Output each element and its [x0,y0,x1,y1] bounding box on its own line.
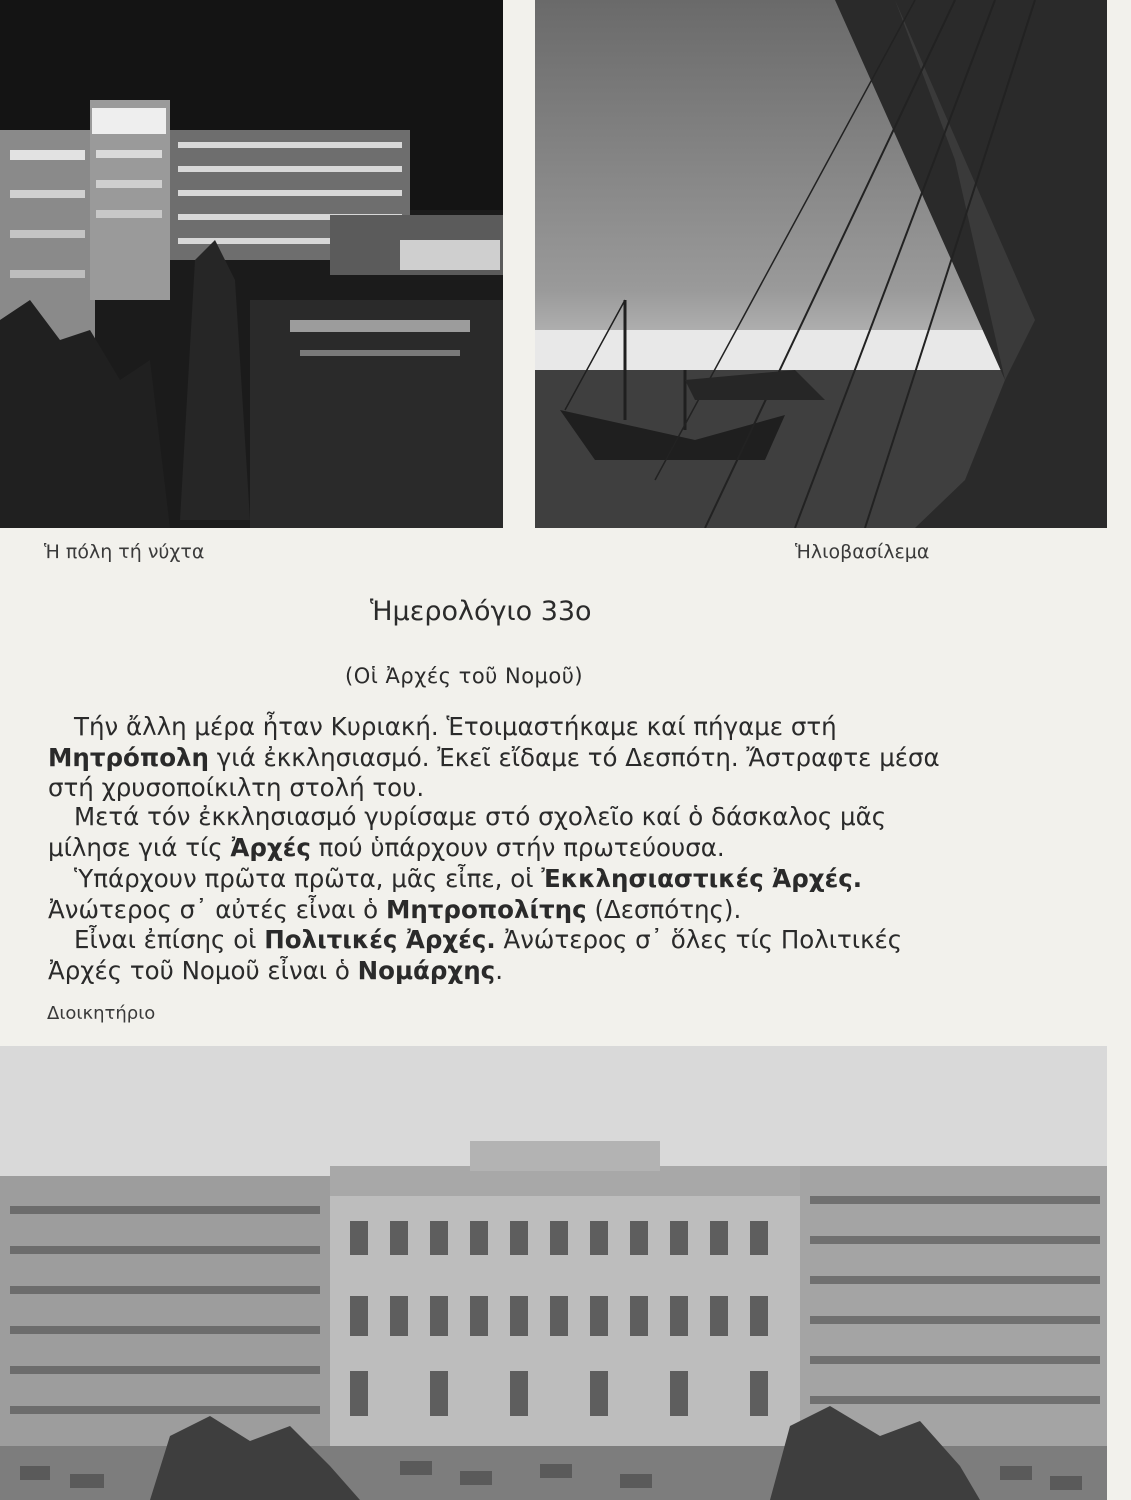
city-night-photo [0,0,503,528]
building-photo-caption: Διοικητήριο [47,1003,156,1024]
sunset-photo [535,0,1107,528]
paragraph-4: Εἶναι ἐπίσης οἱ Πολιτικές Ἀρχές. Ἀνώτερος σ᾿ ὅλες τίς Πολιτικές Ἀρχές τοῦ Νομοῦ εἶναι ὁ Νομάρχης. [48,925,903,985]
night-photo-caption: Ἡ πόλη τή νύχτα [44,541,205,563]
paragraph-2: Μετά τόν ἐκκλησιασμό γυρίσαμε στό σχολεῖο καί ὁ δάσκαλος μᾶς μίλησε γιά τίς Ἀρχές πού ὑπάρχουν στήν πρωτεύουσα. [48,802,887,862]
paragraph-1: Τήν ἄλλη μέρα ἦταν Κυριακή. Ἑτοιμαστήκαμε καί πήγαμε στή Μητρόπολη γιά ἐκκλησιασμό. Ἐκεῖ εἴδαμε τό Δεσπότη. Ἄστραφτε μέσα στή χρυσοποίκιλτη στολή του. [48,712,940,802]
government-building-photo [0,1046,1107,1500]
page-title: Ἡμερολόγιο 33ο [370,596,592,627]
sunset-photo-caption: Ἡλιοβασίλεμα [795,541,930,563]
page-subtitle: (Οἱ Ἀρχές τοῦ Νομοῦ) [345,664,584,688]
paragraph-3: Ὑπάρχουν πρῶτα πρῶτα, μᾶς εἶπε, οἱ Ἐκκλησιαστικές Ἀρχές. Ἀνώτερος σ᾿ αὐτές εἶναι ὁ Μητροπολίτης (Δεσπότης). [48,864,863,924]
